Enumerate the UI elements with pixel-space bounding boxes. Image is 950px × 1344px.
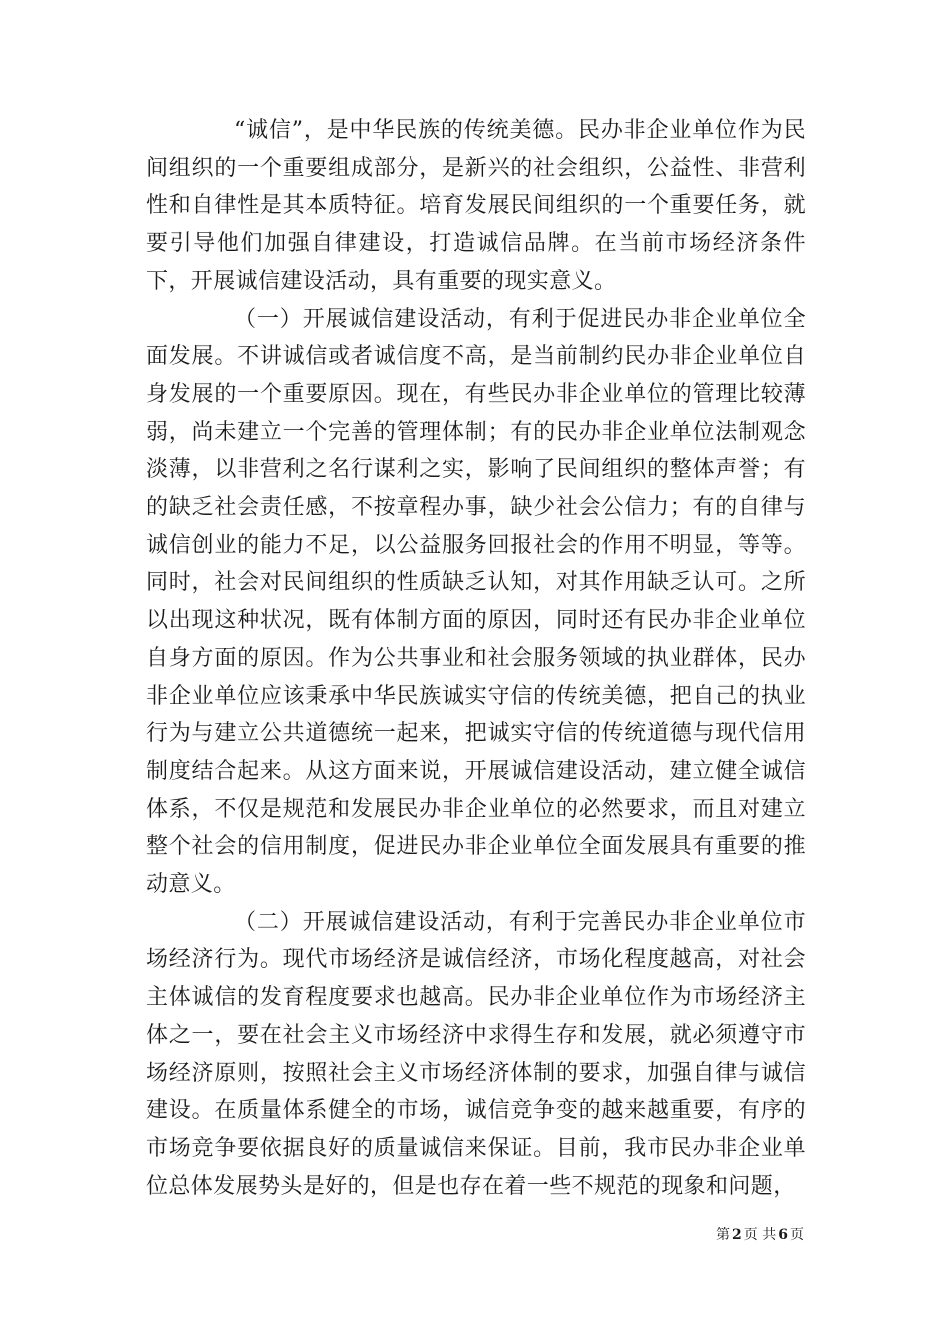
footer-suffix: 页 <box>790 1227 804 1243</box>
footer-middle: 页 共 <box>743 1227 777 1243</box>
footer-prefix: 第 <box>716 1227 731 1243</box>
paragraph-intro: “诚信”，是中华民族的传统美德。民办非企业单位作为民间组织的一个重要组成部分，是新兴的社会组织，公益性、非营利性和自律性是其本质特征。培育发展民间组织的一个重要任务，就要引导他们加强自律建设，打造诚信品牌。在当前市场经济条件下，开展诚信建设活动，具有重要的现实意义。 <box>146 118 806 294</box>
page-footer <box>716 1226 804 1244</box>
paragraph-section-one: （一）开展诚信建设活动，有利于促进民办非企业单位全面发展。不讲诚信或者诚信度不高，是当前制约民办非企业单位自身发展的一个重要原因。现在，有些民办非企业单位的管理比较薄弱，尚未建立一个完善的管理体制；有的民办非企业单位法制观念淡薄，以非营利之名行谋利之实，影响了民间组织的整体声誉；有的缺乏社会责任感，不按章程办事，缺少社会公信力；有的自律与诚信创业的能力不足，以公益服务回报社会的作用不明显，等等。同时，社会对民间组织的性质缺乏认知，对其作用缺乏认可。之所以出现这种状况，既有体制方面的原因，同时还有民办非企业单位自身方面的原因。作为公共事业和社会服务领域的执业群体，民办非企业单位应该秉承中华民族诚实守信的传统美德，把自己的执业行为与建立公共道德统一起来，把诚实守信的传统道德与现代信用制度结合起来。从这方面来说，开展诚信建设活动，建立健全诚信体系，不仅是规范和发展民办非企业单位的必然要求，而且对建立整个社会的信用制度，促进民办非企业单位全面发展具有重要的推动意义。 <box>146 306 806 898</box>
total-page-number: 6 <box>778 1227 788 1243</box>
document-body <box>146 112 806 1205</box>
paragraph-section-two: （二）开展诚信建设活动，有利于完善民办非企业单位市场经济行为。现代市场经济是诚信经济，市场化程度越高，对社会主体诚信的发育程度要求也越高。民办非企业单位作为市场经济主体之一，要在社会主义市场经济中求得生存和发展，就必须遵守市场经济原则，按照社会主义市场经济体制的要求，加强自律与诚信建设。在质量体系健全的市场，诚信竞争变的越来越重要，有序的市场竞争要依据良好的质量诚信来保证。目前，我市民办非企业单位总体发展势头是好的，但是也存在着一些不规范的现象和问题， <box>146 909 806 1199</box>
current-page-number: 2 <box>732 1227 742 1243</box>
